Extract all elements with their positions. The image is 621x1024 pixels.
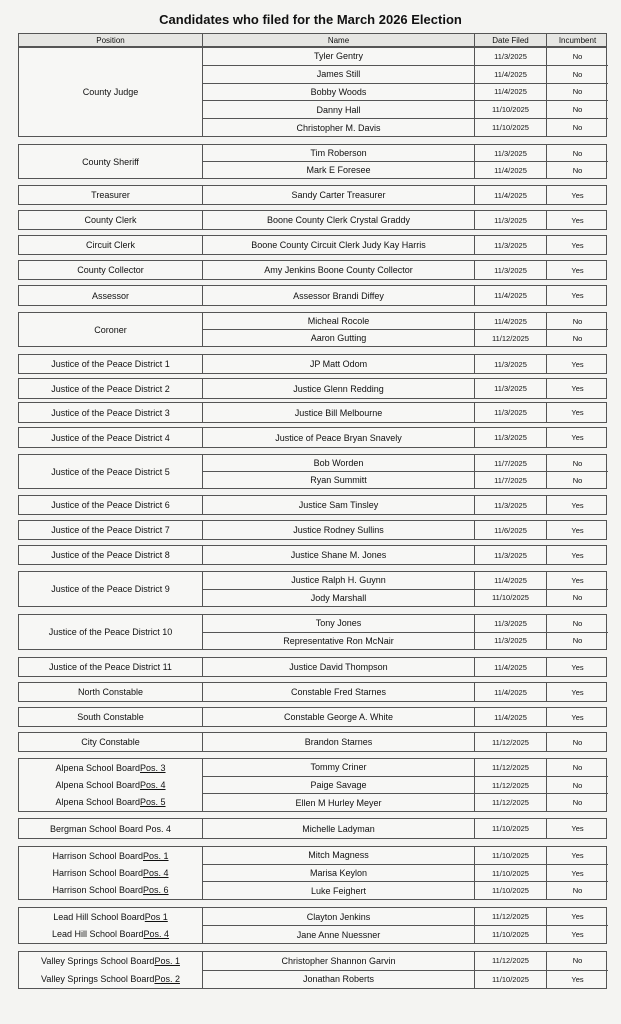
incumbent-value-column bbox=[547, 708, 608, 726]
position-group bbox=[18, 495, 607, 515]
incumbent-value: No bbox=[547, 118, 608, 136]
position-group bbox=[18, 614, 607, 650]
date-filed-column bbox=[475, 759, 547, 811]
incumbent-value-column bbox=[547, 455, 608, 488]
incumbent-value: No bbox=[572, 618, 583, 628]
candidate-name: Micheal Rocole bbox=[307, 316, 370, 326]
incumbent-value: Yes bbox=[547, 864, 608, 882]
candidate-name: Justice Glenn Redding bbox=[293, 383, 384, 394]
candidate-name: Danny Hall bbox=[203, 100, 474, 118]
header-date-filed: Date Filed bbox=[475, 34, 547, 46]
date-filed: 11/10/2025 bbox=[475, 970, 546, 989]
candidate-name: Justice David Thompson bbox=[289, 662, 388, 672]
incumbent-value: Yes bbox=[571, 850, 584, 860]
candidate-name: Ellen M Hurley Meyer bbox=[203, 793, 474, 811]
candidate-name-column bbox=[203, 819, 475, 838]
incumbent-value: No bbox=[547, 65, 608, 83]
position-prefix: Harrison School Board bbox=[52, 850, 144, 861]
position-cell: Justice of the Peace District 9 bbox=[19, 572, 203, 606]
incumbent-value: No bbox=[547, 161, 608, 178]
position-suffix: Pos. 4 bbox=[143, 867, 169, 878]
date-filed-column bbox=[475, 572, 547, 606]
candidate-name-column bbox=[203, 261, 475, 279]
incumbent-value: Yes bbox=[571, 824, 584, 833]
date-filed: 11/10/2025 bbox=[492, 824, 529, 833]
date-filed: 11/7/2025 bbox=[494, 458, 527, 468]
candidate-name: James Still bbox=[203, 65, 474, 83]
candidate-name: Assessor Brandi Diffey bbox=[293, 290, 384, 301]
candidate-name-column bbox=[203, 403, 475, 422]
candidate-name: Constable Fred Starnes bbox=[290, 687, 387, 697]
position-group bbox=[18, 907, 607, 944]
candidate-name-column bbox=[203, 733, 475, 751]
incumbent-value-column bbox=[547, 952, 608, 988]
incumbent-value: No bbox=[547, 83, 608, 101]
date-filed: 11/4/2025 bbox=[494, 190, 527, 200]
candidate-name: Boone County Circuit Clerk Judy Kay Harris bbox=[251, 240, 426, 250]
incumbent-value: Yes bbox=[571, 291, 584, 300]
candidate-name: Justice Shane M. Jones bbox=[290, 550, 387, 560]
date-filed-column bbox=[475, 521, 547, 539]
date-filed-column bbox=[475, 683, 547, 701]
date-filed-column bbox=[475, 658, 547, 676]
position-cell bbox=[19, 759, 203, 811]
position-suffix: Pos. 6 bbox=[143, 885, 169, 896]
candidate-name: Justice Rodney Sullins bbox=[293, 525, 384, 535]
incumbent-value: No bbox=[572, 737, 583, 747]
date-filed: 11/4/2025 bbox=[475, 83, 546, 101]
candidate-name: Justice Sam Tinsley bbox=[298, 500, 379, 510]
position-suffix: Pos. 1 bbox=[143, 850, 169, 861]
candidate-name: Paige Savage bbox=[203, 776, 474, 794]
candidate-name: Constable George A. White bbox=[283, 712, 394, 722]
date-filed-column bbox=[475, 952, 547, 988]
date-filed: 11/4/2025 bbox=[475, 65, 546, 83]
incumbent-value-column bbox=[547, 759, 608, 811]
position-cell: Treasurer bbox=[19, 186, 203, 204]
candidate-name-column bbox=[203, 428, 475, 447]
incumbent-value-column bbox=[547, 615, 608, 649]
date-filed-column bbox=[475, 708, 547, 726]
position-label bbox=[52, 864, 168, 881]
date-filed: 11/4/2025 bbox=[494, 291, 527, 300]
position-cell: Justice of the Peace District 1 bbox=[19, 355, 203, 373]
candidate-name-column bbox=[203, 211, 475, 229]
position-label bbox=[55, 776, 165, 793]
candidate-name: Clayton Jenkins bbox=[306, 911, 371, 922]
date-filed: 11/3/2025 bbox=[494, 408, 527, 417]
candidate-name: Brandon Starnes bbox=[304, 737, 373, 747]
position-prefix: Harrison School Board bbox=[52, 885, 144, 896]
position-label bbox=[52, 926, 169, 944]
position-cell: Justice of the Peace District 6 bbox=[19, 496, 203, 514]
position-prefix: Lead Hill School Board bbox=[53, 911, 145, 922]
date-filed: 11/3/2025 bbox=[494, 240, 527, 250]
incumbent-value: No bbox=[547, 793, 608, 811]
position-group bbox=[18, 657, 607, 677]
incumbent-value-column bbox=[547, 313, 608, 346]
incumbent-value: No bbox=[572, 51, 583, 61]
incumbent-value: No bbox=[547, 881, 608, 899]
date-filed: 11/12/2025 bbox=[492, 956, 529, 966]
candidate-name: Mark E Foresee bbox=[203, 161, 474, 178]
date-filed: 11/4/2025 bbox=[494, 712, 527, 722]
incumbent-value-column bbox=[547, 908, 608, 943]
incumbent-value: Yes bbox=[571, 575, 584, 585]
position-cell: Justice of the Peace District 10 bbox=[19, 615, 203, 649]
incumbent-value: Yes bbox=[571, 912, 584, 921]
position-suffix: Pos. 2 bbox=[154, 974, 180, 984]
date-filed: 11/12/2025 bbox=[475, 776, 546, 794]
incumbent-value: Yes bbox=[571, 687, 584, 697]
incumbent-value: No bbox=[572, 316, 583, 326]
position-group bbox=[18, 571, 607, 607]
incumbent-value: Yes bbox=[571, 500, 584, 510]
incumbent-value: Yes bbox=[571, 359, 584, 369]
date-filed-column bbox=[475, 379, 547, 398]
incumbent-value: No bbox=[572, 148, 583, 158]
position-suffix: Pos. 3 bbox=[140, 762, 166, 773]
position-group bbox=[18, 378, 607, 399]
incumbent-value: Yes bbox=[571, 265, 584, 275]
date-filed: 11/10/2025 bbox=[492, 850, 529, 860]
position-cell: North Constable bbox=[19, 683, 203, 701]
date-filed: 11/6/2025 bbox=[494, 525, 527, 535]
date-filed-column bbox=[475, 455, 547, 488]
candidate-name-column bbox=[203, 683, 475, 701]
position-suffix: Pos. 5 bbox=[140, 797, 166, 808]
candidate-name: Representative Ron McNair bbox=[203, 632, 474, 650]
position-group bbox=[18, 707, 607, 727]
position-cell bbox=[19, 847, 203, 899]
incumbent-value: Yes bbox=[547, 925, 608, 943]
incumbent-value: Yes bbox=[571, 215, 584, 225]
candidate-name: JP Matt Odom bbox=[309, 359, 368, 369]
incumbent-value-column bbox=[547, 521, 608, 539]
position-group bbox=[18, 846, 607, 900]
date-filed-column bbox=[475, 355, 547, 373]
date-filed-column bbox=[475, 496, 547, 514]
position-cell: Bergman School Board Pos. 4 bbox=[19, 819, 203, 838]
position-cell: County Sheriff bbox=[19, 145, 203, 178]
position-group bbox=[18, 210, 607, 230]
candidate-name: Aaron Gutting bbox=[203, 329, 474, 346]
position-label bbox=[52, 847, 168, 864]
position-cell: Justice of the Peace District 7 bbox=[19, 521, 203, 539]
position-label bbox=[55, 794, 165, 811]
position-suffix: Pos 1 bbox=[144, 911, 168, 922]
date-filed-column bbox=[475, 48, 547, 136]
incumbent-value: Yes bbox=[571, 433, 584, 442]
date-filed: 11/3/2025 bbox=[494, 433, 527, 442]
position-group bbox=[18, 545, 607, 565]
incumbent-value-column bbox=[547, 261, 608, 279]
candidate-name-column bbox=[203, 455, 475, 488]
position-prefix: Alpena School Board bbox=[55, 797, 141, 808]
position-cell bbox=[19, 952, 203, 988]
candidate-name: Sandy Carter Treasurer bbox=[291, 190, 386, 200]
candidate-name: Christopher Shannon Garvin bbox=[281, 955, 396, 966]
candidate-name-column bbox=[203, 759, 475, 811]
candidate-name-column bbox=[203, 355, 475, 373]
incumbent-value-column bbox=[547, 847, 608, 899]
date-filed: 11/4/2025 bbox=[494, 316, 527, 326]
header-position: Position bbox=[19, 34, 203, 46]
position-cell bbox=[19, 908, 203, 943]
position-group bbox=[18, 47, 607, 137]
position-group bbox=[18, 682, 607, 702]
date-filed: 11/12/2025 bbox=[475, 793, 546, 811]
candidate-name: Bob Worden bbox=[313, 458, 364, 468]
candidate-name: Justice of Peace Bryan Snavely bbox=[275, 432, 402, 443]
date-filed-column bbox=[475, 546, 547, 564]
incumbent-value: Yes bbox=[571, 190, 584, 200]
incumbent-value: Yes bbox=[571, 550, 584, 560]
position-group bbox=[18, 354, 607, 374]
date-filed: 11/4/2025 bbox=[494, 687, 527, 697]
date-filed: 11/7/2025 bbox=[475, 471, 546, 488]
candidate-name-column bbox=[203, 286, 475, 305]
incumbent-value: No bbox=[547, 632, 608, 650]
position-group bbox=[18, 260, 607, 280]
incumbent-value: No bbox=[572, 956, 583, 966]
position-group bbox=[18, 235, 607, 255]
position-prefix: Alpena School Board bbox=[55, 779, 141, 790]
candidate-name: Ryan Summitt bbox=[203, 471, 474, 488]
candidate-name: Tim Roberson bbox=[310, 148, 367, 158]
date-filed-column bbox=[475, 428, 547, 447]
date-filed: 11/4/2025 bbox=[494, 575, 527, 585]
date-filed-column bbox=[475, 908, 547, 943]
incumbent-value-column bbox=[547, 572, 608, 606]
candidate-name-column bbox=[203, 847, 475, 899]
position-label bbox=[41, 970, 180, 988]
position-prefix: Valley Springs School Board bbox=[41, 956, 155, 966]
position-label bbox=[53, 908, 168, 926]
date-filed-column bbox=[475, 186, 547, 204]
date-filed: 11/4/2025 bbox=[475, 161, 546, 178]
incumbent-value-column bbox=[547, 48, 608, 136]
date-filed: 11/3/2025 bbox=[494, 215, 527, 225]
date-filed: 11/4/2025 bbox=[494, 662, 527, 672]
position-group bbox=[18, 402, 607, 423]
candidate-name-column bbox=[203, 521, 475, 539]
date-filed-column bbox=[475, 733, 547, 751]
date-filed: 11/3/2025 bbox=[494, 618, 527, 628]
candidate-name: Luke Feighert bbox=[203, 881, 474, 899]
date-filed: 11/10/2025 bbox=[475, 589, 546, 607]
candidate-name-column bbox=[203, 48, 475, 136]
candidate-name: Tyler Gentry bbox=[313, 51, 363, 62]
date-filed-column bbox=[475, 261, 547, 279]
position-group bbox=[18, 758, 607, 812]
incumbent-value-column bbox=[547, 428, 608, 447]
candidate-name-column bbox=[203, 186, 475, 204]
date-filed: 11/3/2025 bbox=[475, 632, 546, 650]
candidate-name: Tony Jones bbox=[315, 618, 362, 629]
position-group bbox=[18, 312, 607, 347]
incumbent-value: Yes bbox=[571, 712, 584, 722]
date-filed-column bbox=[475, 286, 547, 305]
incumbent-value-column bbox=[547, 211, 608, 229]
position-cell: Assessor bbox=[19, 286, 203, 305]
date-filed-column bbox=[475, 847, 547, 899]
candidate-name-column bbox=[203, 546, 475, 564]
candidate-name-column bbox=[203, 708, 475, 726]
incumbent-value: Yes bbox=[571, 525, 584, 535]
position-group bbox=[18, 520, 607, 540]
position-group bbox=[18, 818, 607, 839]
position-label bbox=[55, 759, 165, 776]
incumbent-value: No bbox=[547, 776, 608, 794]
date-filed-column bbox=[475, 819, 547, 838]
date-filed: 11/10/2025 bbox=[475, 881, 546, 899]
date-filed: 11/3/2025 bbox=[494, 51, 527, 61]
position-group bbox=[18, 732, 607, 752]
candidate-name: Justice Bill Melbourne bbox=[294, 407, 383, 418]
incumbent-value: No bbox=[572, 458, 583, 468]
candidate-name: Jane Anne Nuessner bbox=[203, 925, 474, 943]
incumbent-value-column bbox=[547, 683, 608, 701]
incumbent-value: Yes bbox=[547, 970, 608, 989]
date-filed: 11/3/2025 bbox=[494, 500, 527, 510]
date-filed: 11/3/2025 bbox=[494, 148, 527, 158]
incumbent-value: No bbox=[547, 100, 608, 118]
date-filed: 11/12/2025 bbox=[475, 329, 546, 346]
incumbent-value: Yes bbox=[571, 240, 584, 250]
position-cell: Justice of the Peace District 8 bbox=[19, 546, 203, 564]
date-filed: 11/3/2025 bbox=[494, 384, 527, 393]
date-filed: 11/3/2025 bbox=[494, 265, 527, 275]
table-header bbox=[18, 33, 607, 47]
candidate-name-column bbox=[203, 313, 475, 346]
incumbent-value: Yes bbox=[571, 384, 584, 393]
position-label bbox=[52, 882, 168, 899]
candidate-name-column bbox=[203, 572, 475, 606]
position-cell: Circuit Clerk bbox=[19, 236, 203, 254]
position-suffix: Pos. 1 bbox=[154, 956, 180, 966]
incumbent-value: Yes bbox=[571, 408, 584, 417]
candidate-name-column bbox=[203, 379, 475, 398]
incumbent-value: No bbox=[547, 589, 608, 607]
incumbent-value-column bbox=[547, 379, 608, 398]
date-filed: 11/10/2025 bbox=[475, 118, 546, 136]
incumbent-value-column bbox=[547, 145, 608, 178]
incumbent-value-column bbox=[547, 496, 608, 514]
incumbent-value-column bbox=[547, 286, 608, 305]
position-cell: Justice of the Peace District 2 bbox=[19, 379, 203, 398]
candidate-name: Justice Ralph H. Guynn bbox=[291, 575, 386, 586]
position-cell: City Constable bbox=[19, 733, 203, 751]
page-title: Candidates who filed for the March 2026 Election bbox=[159, 12, 462, 27]
date-filed: 11/10/2025 bbox=[475, 100, 546, 118]
position-prefix: Harrison School Board bbox=[52, 867, 144, 878]
position-group bbox=[18, 185, 607, 205]
date-filed-column bbox=[475, 313, 547, 346]
candidate-name: Jonathan Roberts bbox=[203, 970, 474, 989]
incumbent-value-column bbox=[547, 186, 608, 204]
candidate-name-column bbox=[203, 908, 475, 943]
candidate-name-column bbox=[203, 952, 475, 988]
position-cell: County Judge bbox=[19, 48, 203, 136]
date-filed-column bbox=[475, 403, 547, 422]
date-filed: 11/10/2025 bbox=[475, 925, 546, 943]
incumbent-value-column bbox=[547, 236, 608, 254]
position-prefix: Valley Springs School Board bbox=[41, 974, 155, 984]
position-cell: Justice of the Peace District 5 bbox=[19, 455, 203, 488]
candidate-name-column bbox=[203, 615, 475, 649]
position-prefix: Lead Hill School Board bbox=[51, 929, 144, 940]
position-cell: Justice of the Peace District 3 bbox=[19, 403, 203, 422]
position-suffix: Pos. 4 bbox=[140, 779, 166, 790]
date-filed-column bbox=[475, 145, 547, 178]
incumbent-value: Yes bbox=[571, 662, 584, 672]
candidate-name: Amy Jenkins Boone County Collector bbox=[264, 265, 413, 275]
incumbent-value-column bbox=[547, 733, 608, 751]
incumbent-value-column bbox=[547, 658, 608, 676]
incumbent-value-column bbox=[547, 355, 608, 373]
candidate-name: Mitch Magness bbox=[308, 850, 369, 861]
candidate-name-column bbox=[203, 496, 475, 514]
candidate-name-column bbox=[203, 145, 475, 178]
header-incumbent: Incumbent bbox=[558, 35, 597, 45]
date-filed: 11/12/2025 bbox=[492, 912, 529, 921]
position-cell: Justice of the Peace District 4 bbox=[19, 428, 203, 447]
position-prefix: Alpena School Board bbox=[55, 762, 141, 773]
candidate-name: Marisa Keylon bbox=[203, 864, 474, 882]
date-filed-column bbox=[475, 236, 547, 254]
position-suffix: Pos. 4 bbox=[143, 929, 170, 940]
incumbent-value-column bbox=[547, 403, 608, 422]
incumbent-value: No bbox=[547, 329, 608, 346]
position-cell: County Collector bbox=[19, 261, 203, 279]
position-cell: County Clerk bbox=[19, 211, 203, 229]
position-cell: Coroner bbox=[19, 313, 203, 346]
position-label bbox=[41, 952, 180, 970]
date-filed: 11/10/2025 bbox=[475, 864, 546, 882]
candidate-name-column bbox=[203, 236, 475, 254]
position-cell: South Constable bbox=[19, 708, 203, 726]
date-filed: 11/12/2025 bbox=[492, 737, 529, 747]
position-cell: Justice of the Peace District 11 bbox=[19, 658, 203, 676]
candidate-name: Bobby Woods bbox=[203, 83, 474, 101]
candidate-name: Tommy Criner bbox=[310, 762, 367, 773]
candidate-name-column bbox=[203, 658, 475, 676]
position-group bbox=[18, 144, 607, 179]
date-filed: 11/12/2025 bbox=[492, 762, 529, 772]
candidate-name: Michelle Ladyman bbox=[302, 823, 375, 834]
position-group bbox=[18, 285, 607, 306]
incumbent-value: No bbox=[547, 471, 608, 488]
position-group bbox=[18, 454, 607, 489]
position-group bbox=[18, 427, 607, 448]
position-group bbox=[18, 951, 607, 989]
candidate-name: Boone County Clerk Crystal Graddy bbox=[266, 215, 411, 225]
date-filed-column bbox=[475, 211, 547, 229]
date-filed: 11/3/2025 bbox=[494, 359, 527, 369]
candidate-name: Jody Marshall bbox=[203, 589, 474, 607]
date-filed-column bbox=[475, 615, 547, 649]
candidate-name: Christopher M. Davis bbox=[203, 118, 474, 136]
incumbent-value-column bbox=[547, 546, 608, 564]
date-filed: 11/3/2025 bbox=[494, 550, 527, 560]
incumbent-value-column bbox=[547, 819, 608, 838]
incumbent-value: No bbox=[572, 762, 583, 772]
header-name: Name bbox=[203, 34, 475, 46]
